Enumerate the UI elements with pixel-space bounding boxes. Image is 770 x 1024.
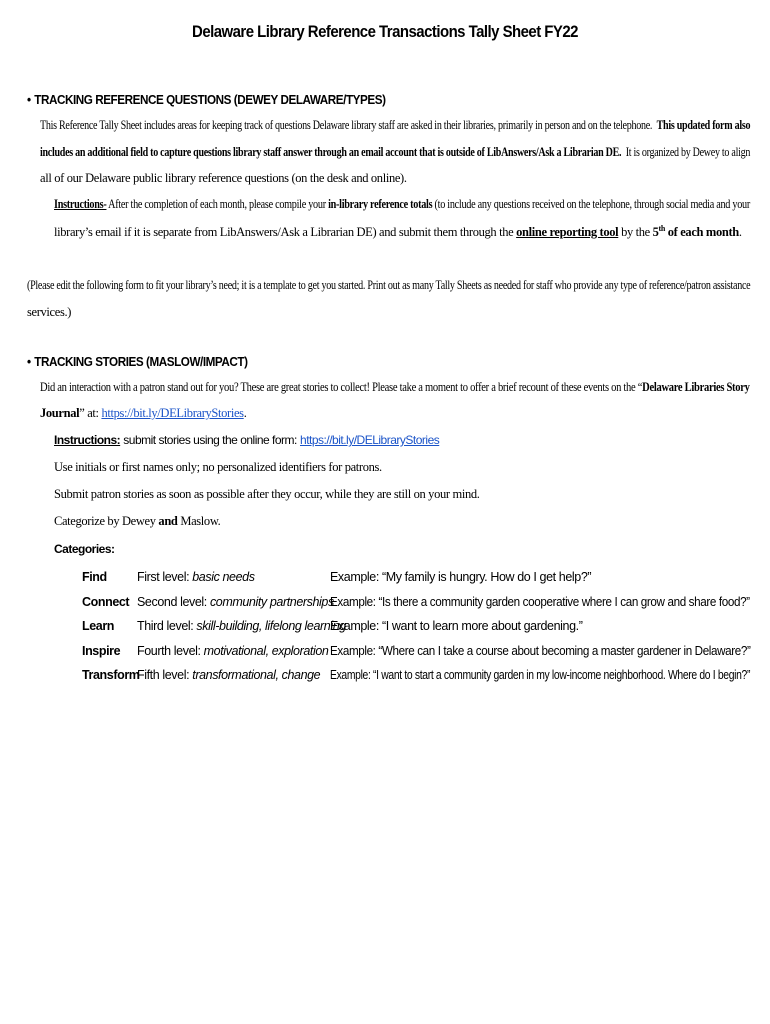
guideline-line: Use initials or first names only; no personalized identifiers for patrons. <box>54 460 382 474</box>
bullet-icon: • <box>27 354 31 369</box>
category-example: Example: “I want to start a community garden in my low-income neighborhood. Where do I begin?” <box>330 668 751 682</box>
categories-label: Categories: <box>54 542 115 556</box>
instructions-label: Instructions- <box>54 197 107 211</box>
section-heading-stories <box>27 354 248 369</box>
category-name: Transform <box>82 668 140 682</box>
paragraph-bold-text: Journal <box>40 406 80 420</box>
template-note-line: (Please edit the following form to fit your library’s need; it is a template to get you started. Print out as many Tally Sheets as needed for staff who provide any type of reference/patron assistance <box>27 278 751 292</box>
paragraph-line <box>40 145 750 160</box>
page-title: Delaware Library Reference Transactions Tally Sheet FY22 <box>192 22 578 41</box>
category-example: Example: “Where can I take a course about becoming a master gardener in Delaware?” <box>330 644 751 658</box>
section-heading-reference-questions <box>27 92 386 107</box>
heading-text: TRACKING STORIES (MASLOW/IMPACT) <box>34 354 248 369</box>
instructions-line <box>54 197 750 212</box>
online-reporting-tool-link[interactable]: online reporting tool <box>516 225 619 240</box>
template-note-line: services.) <box>27 305 72 319</box>
instructions-text: (to include any questions received on the telephone, through social media and your <box>434 197 750 211</box>
paragraph-text: This Reference Tally Sheet includes areas for keeping track of questions Delaware library staff are asked in their libraries, primarily in person and on the telephone. <box>40 118 653 132</box>
paragraph-line: all of our Delaware public library reference questions (on the desk and online). <box>40 171 407 185</box>
category-name: Connect <box>82 595 130 609</box>
instructions-label: Instructions: <box>54 433 121 447</box>
instructions-line <box>54 433 439 448</box>
category-level: Third level: skill-building, lifelong learning <box>137 619 346 633</box>
bullet-icon: • <box>27 92 31 107</box>
category-name: Inspire <box>82 644 121 658</box>
category-example: Example: “I want to learn more about gardening.” <box>330 619 583 633</box>
guideline-bold-text: and <box>158 514 178 528</box>
paragraph-line <box>40 118 750 133</box>
category-level: Fifth level: transformational, change <box>137 668 321 682</box>
guideline-text: Maslow. <box>180 514 221 528</box>
heading-text: TRACKING REFERENCE QUESTIONS (DEWEY DELAWARE/TYPES) <box>34 92 386 107</box>
guideline-line: Submit patron stories as soon as possible after they occur, while they are still on your mind. <box>54 487 480 501</box>
category-level: Second level: community partnerships <box>137 595 334 609</box>
guideline-text: Categorize by Dewey <box>54 514 156 528</box>
category-level: Fourth level: motivational, exploration <box>137 644 329 658</box>
paragraph-line <box>40 406 246 421</box>
paragraph-bold-text: Delaware Libraries Story <box>642 380 750 394</box>
instructions-text: library’s email if it is separate from LibAnswers/Ask a Librarian DE) and submit them through the <box>54 225 514 240</box>
instructions-text: submit stories using the online form: <box>123 433 297 447</box>
category-level: First level: basic needs <box>137 570 255 584</box>
category-name: Learn <box>82 619 115 633</box>
instructions-bold-text: in-library reference totals <box>328 197 433 211</box>
paragraph-bold-text: This updated form also <box>656 118 751 132</box>
story-journal-link[interactable]: https://bit.ly/DELibraryStories <box>101 406 244 420</box>
instructions-text: . <box>738 225 742 240</box>
paragraph-text: It is organized by Dewey to align <box>625 145 751 159</box>
instructions-text: by the <box>621 225 650 240</box>
category-name: Find <box>82 570 107 584</box>
deadline-text: 5th of each month <box>652 224 739 240</box>
paragraph-text: ” at: <box>79 406 99 420</box>
paragraph-text: Did an interaction with a patron stand out for you? These are great stories to collect! Please take a moment to offer a brief recount of these events on the “ <box>40 380 643 394</box>
instructions-text: After the completion of each month, please compile your <box>108 197 326 211</box>
category-example: Example: “My family is hungry. How do I get help?” <box>330 570 592 584</box>
paragraph-bold-text: includes an additional field to capture questions library staff answer through an email account that is outside of LibAnswers/Ask a Librarian DE. <box>40 145 622 159</box>
online-form-link[interactable]: https://bit.ly/DELibraryStories <box>300 433 440 447</box>
guideline-line <box>54 514 220 529</box>
category-example: Example: “Is there a community garden cooperative where I can grow and share food?” <box>330 595 750 609</box>
paragraph-text: . <box>243 406 247 420</box>
paragraph-line <box>40 380 750 395</box>
instructions-line <box>54 224 742 240</box>
